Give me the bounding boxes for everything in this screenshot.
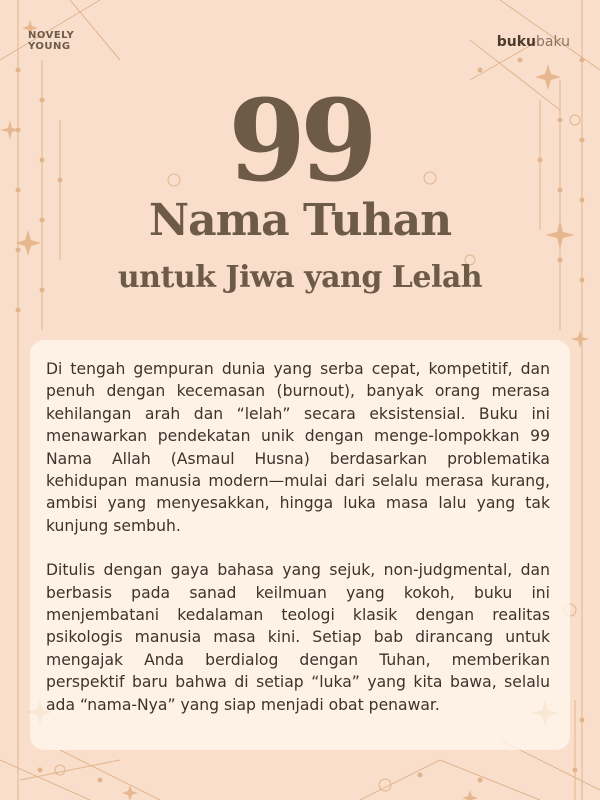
synopsis-panel	[30, 340, 570, 750]
logo-line-2: YOUNG	[28, 41, 71, 52]
logo-line-1: NOVELY	[28, 30, 75, 41]
logo-light-part: baku	[535, 34, 570, 50]
synopsis-paragraph-1: Di tengah gempuran dunia yang serba cepat, kompetitif, dan penuh dengan kecemasan (burnout), banyak orang merasa kehilangan arah dan “lelah” secara eksistensial. Buku ini menawarkan pendekatan unik dengan menge-lompokkan 99 Nama Allah (Asmaul Husna) berdasarkan problematika kehidupan manusia modern—mulai dari selalu merasa kurang, ambisi yang menyesakkan, hingga luka masa lalu yang tak kunjung sembuh.	[46, 360, 550, 535]
title-number: 99	[228, 76, 372, 207]
synopsis-paragraph-2: Ditulis dengan gaya bahasa yang sejuk, non-judgmental, dan berbasis pada sanad keilmuan yang kokoh, buku ini menjembatani kedalaman teologi klasik dengan realitas psikologis manusia masa kini. Setiap bab dirancang untuk mengajak Anda berdialog dengan Tuhan, memberikan perspektif baru bahwa di setiap “luka” yang kita bawa, selalu ada “nama-Nya” yang siap menjadi obat penawar.	[46, 561, 550, 714]
book-title: Nama Tuhan	[148, 195, 452, 246]
logo-bold-part: buku	[496, 34, 536, 50]
publisher-logo-bukubaku	[497, 34, 570, 50]
book-subtitle: untuk Jiwa yang Lelah	[117, 260, 483, 295]
publisher-logo-novely-young	[28, 30, 88, 52]
